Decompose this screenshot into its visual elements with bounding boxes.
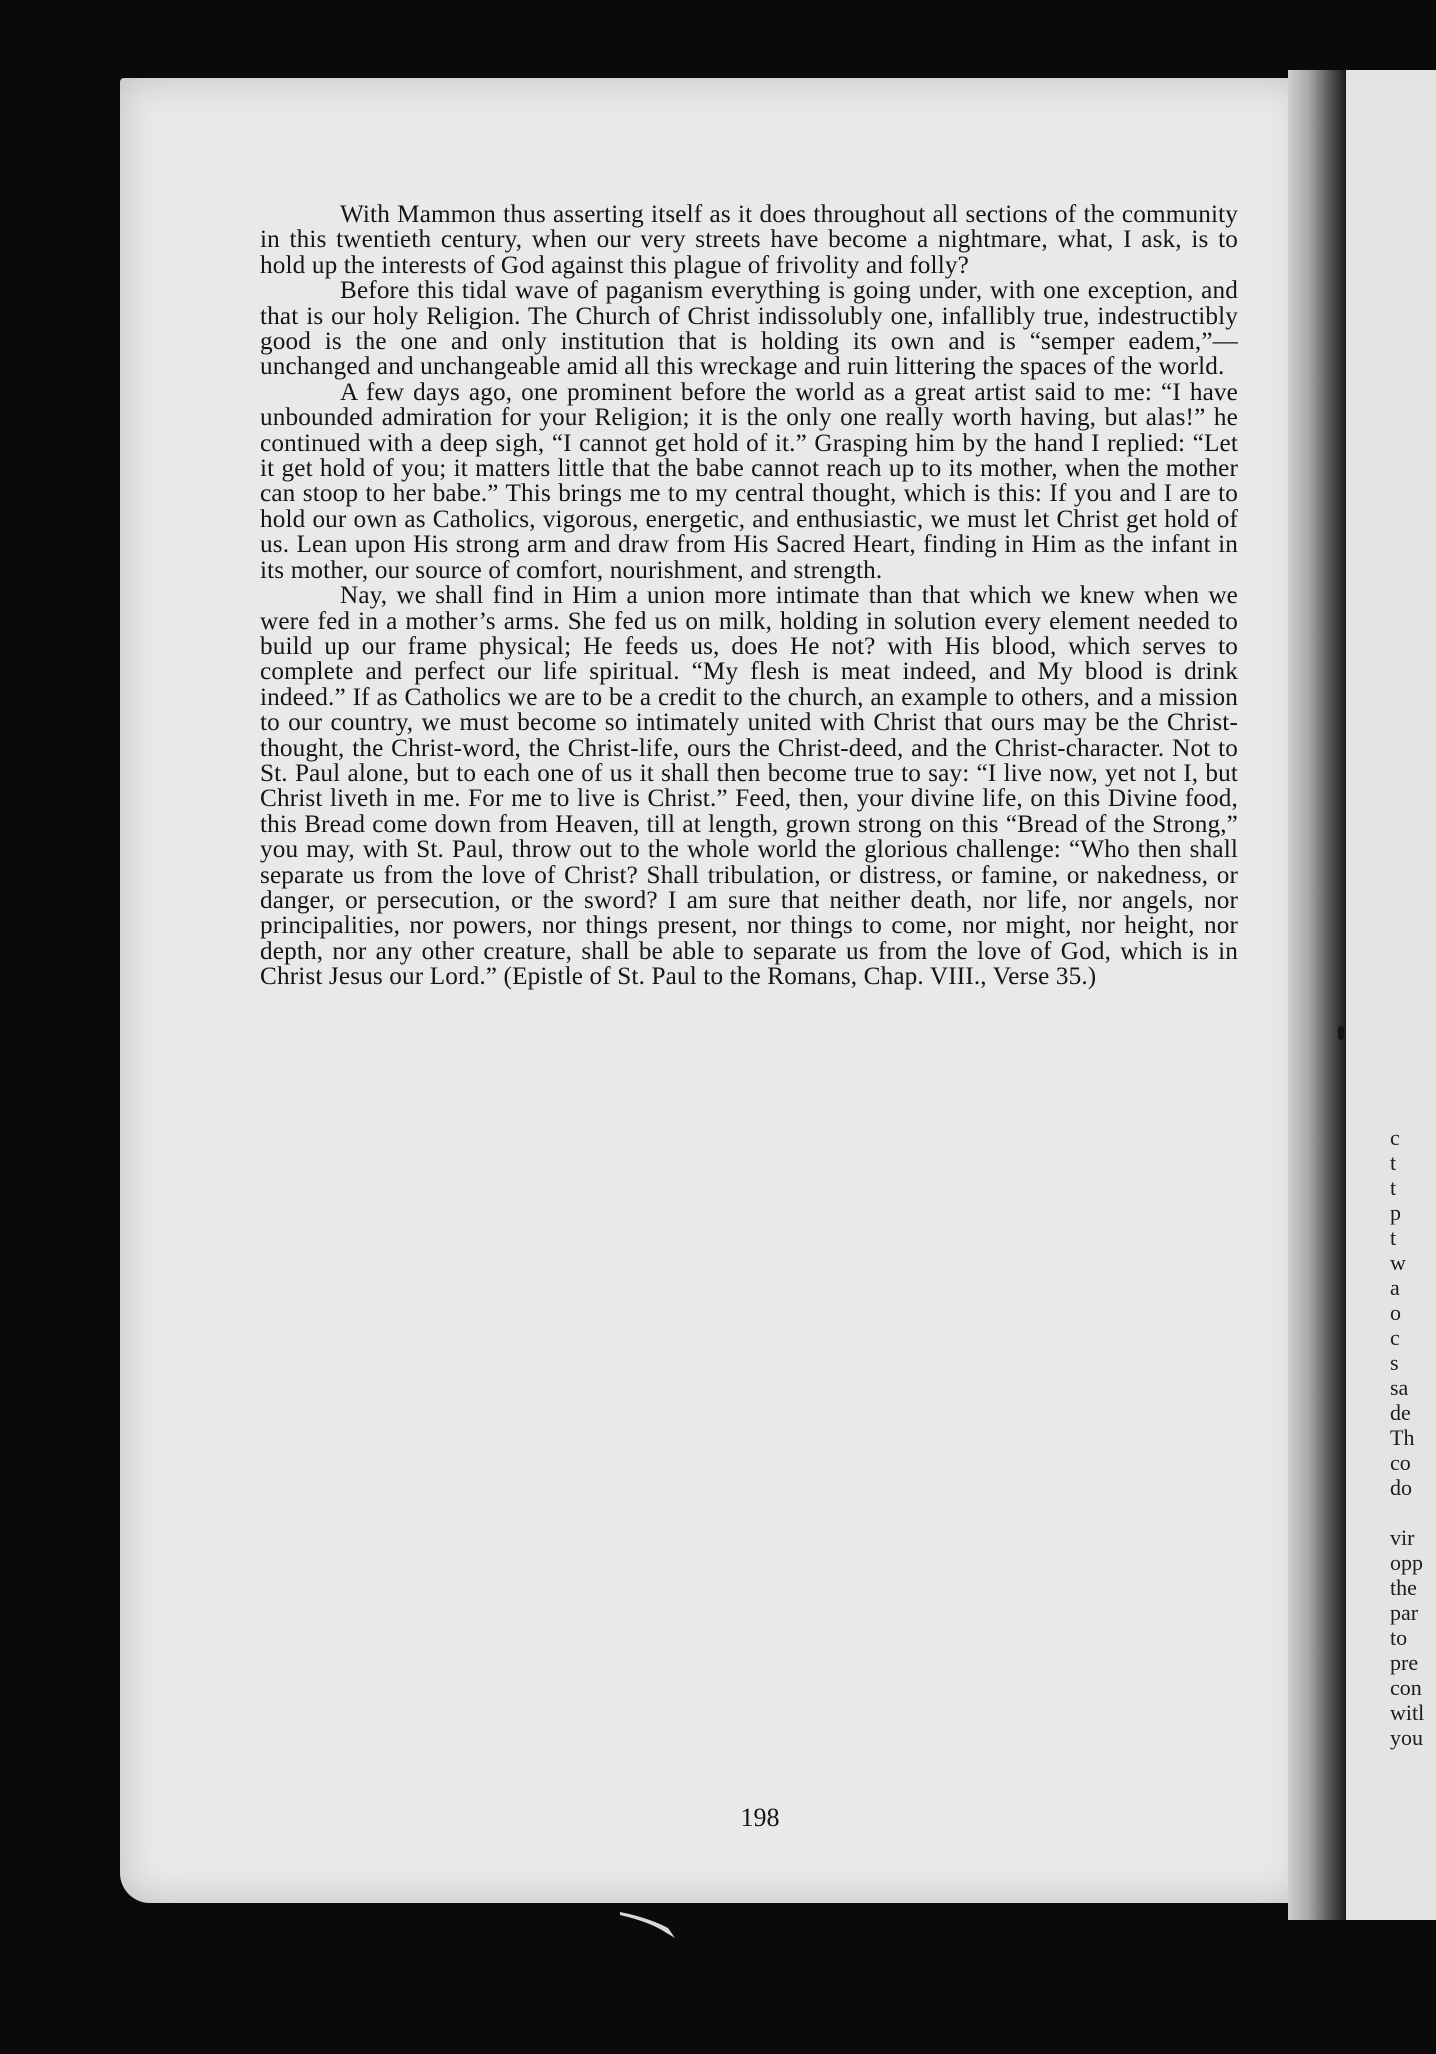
paragraph: Before this tidal wave of paganism everything is going under, with one exception, and that is our holy Religion. The Church of Christ indissolubly one, infallibly true, indestructibly good is the one and only institution that is holding its own and is “semper eadem,”—unchanged and unchangeable amid all this wreckage and ruin littering the spaces of the world. bbox=[260, 277, 1238, 381]
facing-page bbox=[1346, 70, 1436, 1920]
facing-page-text-fragment: c t t p t w a o c s sa de Th co do vir opp the par to pre con witl you bbox=[1390, 1125, 1425, 1750]
book-spine bbox=[1288, 70, 1346, 1920]
scan-smudge bbox=[620, 1910, 700, 1940]
paragraph: Nay, we shall find in Him a union more intimate than that which we knew when we were fed in a mother’s arms. She fed us on milk, holding in solution every element needed to build up our frame physical; He feeds us, does He not? with His blood, which serves to complete and perfect our life spiritual. “My flesh is meat indeed, and My blood is drink indeed.” If as Catholics we are to be a credit to the church, an example to others, and a mission to our country, we must become so intimately united with Christ that ours may be the Christ-thought, the Christ-word, the Christ-life, ours the Christ-deed, and the Christ-character. Not to St. Paul alone, but to each one of us it shall then become true to say: “I live now, yet not I, but Christ liveth in me. For me to live is Christ.” Feed, then, your divine life, on this Divine food, this Bread come down from Heaven, till at length, grown strong on this “Bread of the Strong,” you may, with St. Paul, throw out to the whole world the glorious challenge: “Who then shall separate us from the love of Christ? Shall tribulation, or distress, or famine, or nakedness, or danger, or persecution, or the sword? I am sure that neither death, nor life, nor angels, nor principalities, nor powers, nor things present, nor things to come, nor might, nor height, nor depth, nor any other creature, shall be able to separate us from the love of God, which is in Christ Jesus our Lord.” (Epistle of St. Paul to the Romans, Chap. VIII., Verse 35.) bbox=[260, 582, 1238, 991]
page-number: 198 bbox=[740, 1803, 780, 1832]
paragraph: A few days ago, one prominent before the world as a great artist said to me: “I have unbounded admiration for your Religion; it is the only one really worth having, but alas!” he continued with a deep sigh, “I cannot get hold of it.” Grasping him by the hand I replied: “Let it get hold of you; it matters little that the babe cannot reach up to its mother, when the mother can stoop to her babe.” This brings me to my central thought, which is this: If you and I are to hold our own as Catholics, vigorous, energetic, and enthusiastic, we must let Christ get hold of us. Lean upon His strong arm and draw from His Sacred Heart, finding in Him as the infant in its mother, our source of comfort, nourishment, and strength. bbox=[260, 378, 1238, 584]
paragraph: With Mammon thus asserting itself as it does throughout all sections of the community in this twentieth century, when our very streets have become a nightmare, what, I ask, is to hold up the interests of God against this plague of frivolity and folly? bbox=[260, 201, 1238, 279]
body-text bbox=[260, 202, 1238, 990]
spine-mark bbox=[1338, 1026, 1344, 1040]
